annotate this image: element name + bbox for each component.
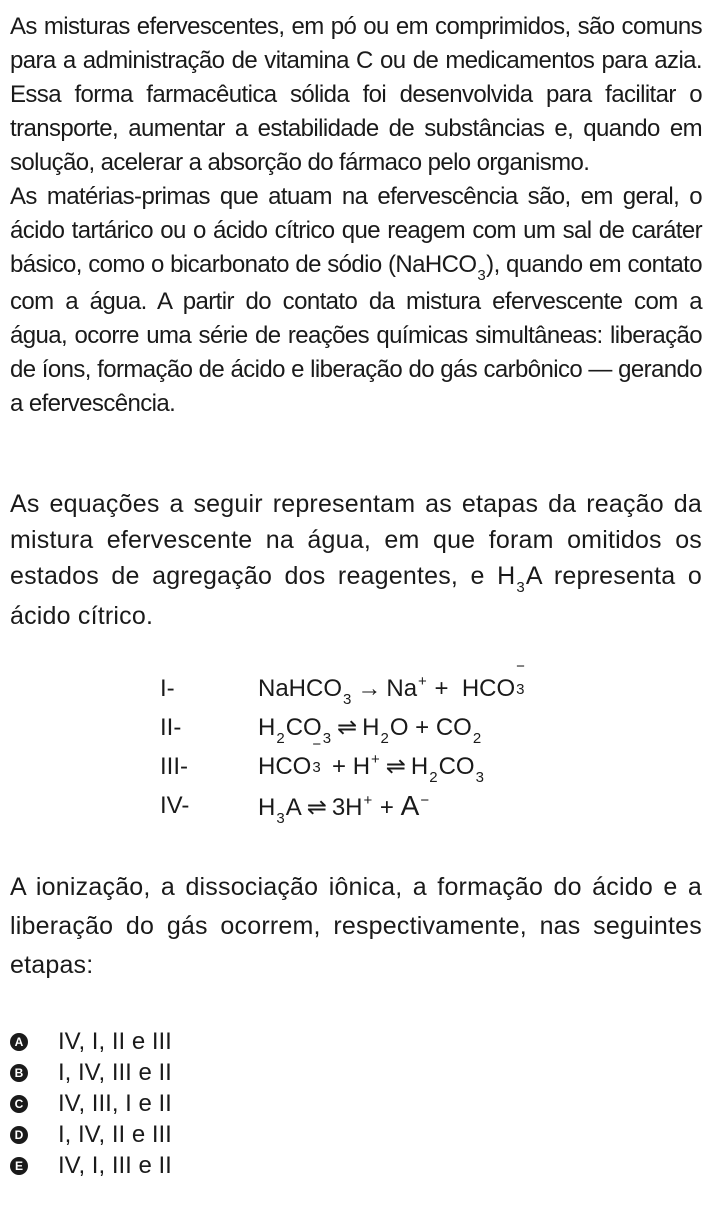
equation-2 bbox=[160, 710, 680, 746]
equation-expression: $H_2CO_3$ ⇌ $H_2O + CO_2$ bbox=[258, 714, 482, 747]
equation-3 bbox=[160, 736, 680, 786]
option-text: IV, I, II e III bbox=[58, 1028, 172, 1055]
answer-options bbox=[10, 1026, 700, 1181]
equation-expression: NaHCO$_3$ → Na+ + HCO − 3 bbox=[258, 658, 525, 708]
subscript: 3 bbox=[516, 579, 525, 596]
intro-text bbox=[10, 10, 702, 421]
option-text: IV, I, III e II bbox=[58, 1152, 172, 1179]
intro-paragraph-2-end: ), quando em contato com a água. A partir do contato da mistura efervescente com a água, ocorre uma série de reações químicas simultâneas: liberação de íons, formação de ácido e liberação do gás carbônico — gerando a efervescência. bbox=[10, 251, 702, 417]
equations-intro bbox=[10, 486, 702, 634]
question-text: A ionização, a dissociação iônica, a formação do ácido e a liberação do gás ocorrem, respectivamente, nas seguintes etapas: bbox=[10, 873, 702, 979]
option-text: I, IV, III e II bbox=[58, 1059, 172, 1086]
option-text: IV, III, I e II bbox=[58, 1090, 172, 1117]
subscript: 3 bbox=[477, 267, 486, 284]
option-e[interactable] bbox=[10, 1150, 700, 1181]
option-letter-badge: B bbox=[10, 1064, 28, 1082]
option-b[interactable] bbox=[10, 1057, 700, 1088]
equations-intro-end: A representa o ácido cítrico. bbox=[10, 562, 702, 630]
equation-label: II- bbox=[160, 714, 182, 741]
intro-paragraph-2-start: As matérias-primas que atuam na efervescência são, em geral, o ácido tartárico ou o ácido cítrico que reagem com um sal de caráter básico, como o bicarbonato de sódio (NaHCO bbox=[10, 183, 702, 278]
equation-expression: $H_3A$ ⇌ 3H+ + A− bbox=[258, 790, 430, 827]
equation-label: IV- bbox=[160, 792, 190, 819]
option-letter-badge: D bbox=[10, 1126, 28, 1144]
option-text: I, IV, II e III bbox=[58, 1121, 172, 1148]
equation-4 bbox=[160, 788, 680, 827]
intro-paragraph-1: As misturas efervescentes, em pó ou em comprimidos, são comuns para a administração de vitamina C ou de medicamentos para azia. Essa forma farmacêutica sólida foi desenvolvida para facilitar o transporte, aumentar a estabilidade de substâncias e, quando em solução, acelerar a absorção do fármaco pelo organismo. bbox=[10, 13, 702, 176]
option-letter-badge: E bbox=[10, 1157, 28, 1175]
equation-label: III- bbox=[160, 753, 188, 780]
equations-intro-start: As equações a seguir representam as etapas da reação da mistura efervescente na água, em que foram omitidos os estados de agregação dos reagentes, e H bbox=[10, 490, 702, 590]
intro-paragraph-2 bbox=[10, 180, 702, 421]
option-letter-badge: C bbox=[10, 1095, 28, 1113]
equation-1 bbox=[160, 658, 680, 708]
equation-expression: HCO − 3 + H+ ⇌ $H_2CO_3$ bbox=[258, 736, 484, 786]
option-a[interactable] bbox=[10, 1026, 700, 1057]
equation-label: I- bbox=[160, 675, 175, 702]
option-d[interactable] bbox=[10, 1119, 700, 1150]
option-letter-badge: A bbox=[10, 1033, 28, 1051]
option-c[interactable] bbox=[10, 1088, 700, 1119]
